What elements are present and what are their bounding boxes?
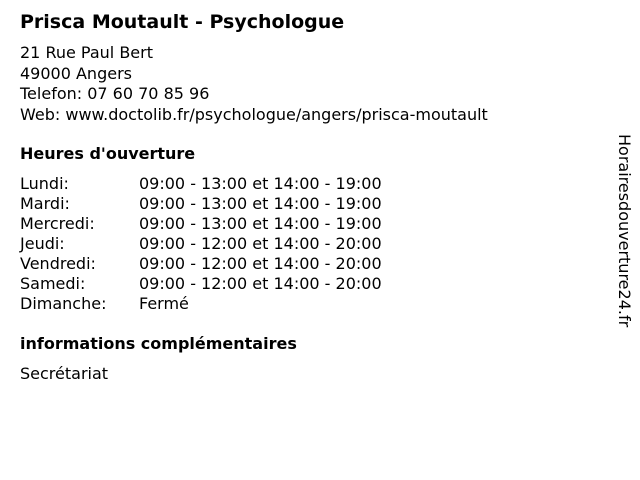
hours-time: 09:00 - 12:00 et 14:00 - 20:00 [139,254,382,273]
hours-day: Mardi: [20,194,70,213]
address-web: Web: www.doctolib.fr/psychologue/angers/prisca-moutault [20,104,488,124]
address-phone: Telefon: 07 60 70 85 96 [20,84,210,103]
side-label: Horairesdouverture24.fr [615,134,634,328]
hours-day: Mercredi: [20,214,95,233]
hours-time: 09:00 - 13:00 et 14:00 - 19:00 [139,174,382,193]
address-city: 49000 Angers [20,63,132,83]
hours-day: Samedi: [20,274,86,293]
info-text: Secrétariat [20,364,109,383]
page-title: Prisca Moutault - Psychologue [20,11,345,33]
hours-time: 09:00 - 12:00 et 14:00 - 20:00 [139,234,382,253]
hours-time: 09:00 - 12:00 et 14:00 - 20:00 [139,274,382,293]
hours-day: Dimanche: [20,294,107,313]
side-watermark [614,134,634,374]
hours-heading: Heures d'ouverture [20,144,196,163]
address-street: 21 Rue Paul Bert [20,43,153,62]
hours-time: Fermé [139,294,189,313]
hours-day: Lundi: [20,174,69,193]
hours-day: Vendredi: [20,254,96,273]
info-heading: informations complémentaires [20,334,297,353]
hours-time: 09:00 - 13:00 et 14:00 - 19:00 [139,214,382,233]
hours-time: 09:00 - 13:00 et 14:00 - 19:00 [139,194,382,213]
hours-day: Jeudi: [20,234,65,253]
address-block [20,43,488,125]
